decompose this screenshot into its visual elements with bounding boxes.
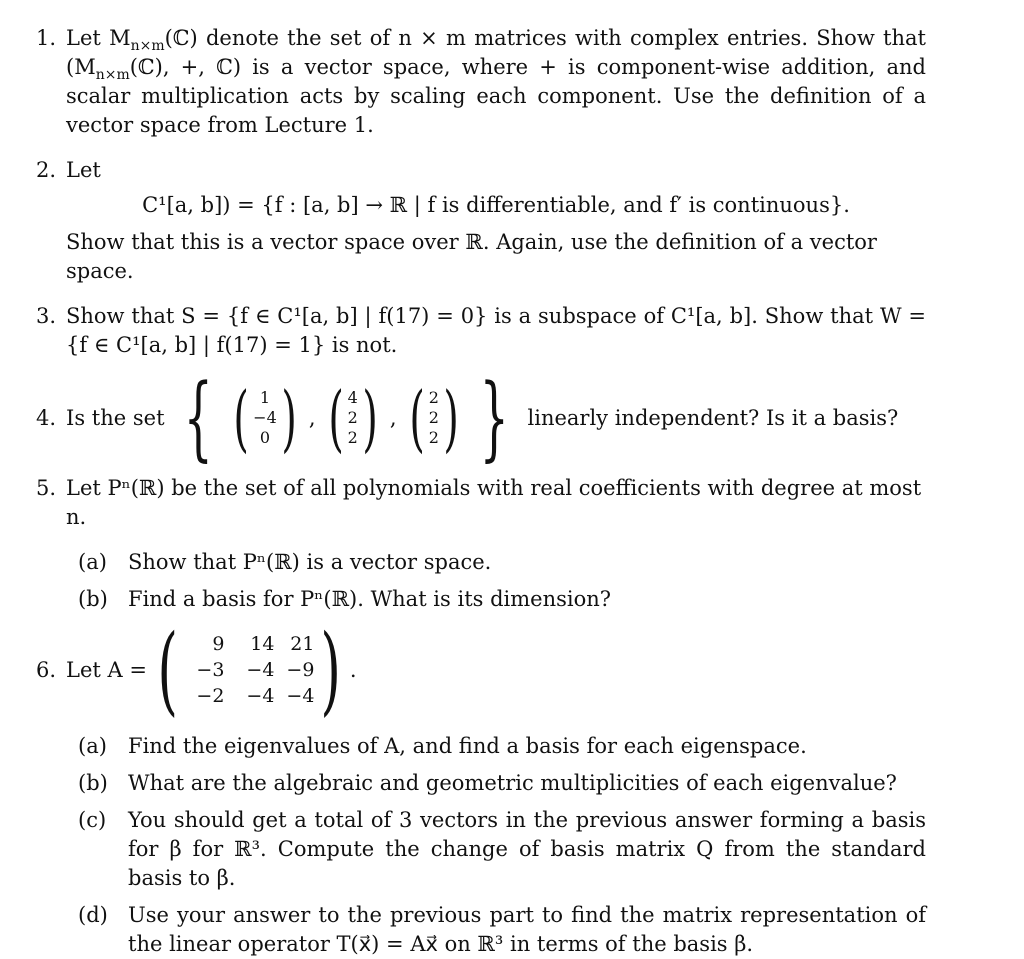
right-paren: ) [443,376,459,460]
subpart-a [78,548,926,577]
problem-number: 5. [36,476,57,500]
vector-entry: 4 [347,388,358,407]
problem-sheet [36,24,926,959]
problem-number: 2. [36,158,57,182]
matrix-entry: −4 [286,685,315,707]
matrix-period: . [349,657,357,682]
left-brace: { [183,364,213,471]
subpart-text: You should get a total of 3 vectors in the previous answer forming a basis for β for ℝ³. Compute the change of basis matrix Q from the standard basis to β. [128,808,926,890]
problem-text: Let $M_{n\times m}(ℂ)$ denote the set of n × m matrices with complex entries. Show that ($M_{n\times m}(ℂ)$, +, ℂ) is a vector space, where + is component-wise addition, and scalar multiplication acts by scaling each component. Use the definition of a vector space from Lecture 1. [66,26,926,137]
right-brace: } [479,364,509,471]
matrix-entry: −3 [196,659,225,681]
subpart-a [78,732,926,761]
right-paren: ) [362,376,378,460]
left-paren: ( [408,376,425,460]
vector-entry: 2 [428,388,439,407]
matrix-entry: −4 [246,685,275,707]
subpart-text: Find the eigenvalues of A, and find a basis for each eigenspace. [128,734,807,758]
problem-number: 1. [36,26,57,50]
problem-question: linearly independent? Is it a basis? [527,405,899,430]
problem-lead: Let [66,158,101,182]
vector-entry: 0 [259,428,271,447]
right-paren: ) [281,376,297,460]
subpart-b [78,769,926,798]
matrix-entry: −4 [246,659,275,681]
problem-lead: Let A = [66,657,147,682]
matrix-a [184,631,314,709]
subpart-b [78,585,926,614]
comma: , [389,405,397,430]
subpart-c [78,806,926,893]
problem-2 [36,156,926,286]
vector-1 [253,388,277,448]
comma: , [308,405,316,430]
vector-3 [429,388,439,448]
problem-text: Let Pⁿ(ℝ) be the set of all polynomials with real coefficients with degree at most n. [66,476,922,529]
problem-number: 3. [36,304,57,328]
vector-entry: 1 [259,388,271,407]
matrix-entry: −9 [286,659,315,681]
subpart-label: (b) [78,587,108,611]
problem-text: Show that this is a vector space over ℝ. Again, use the definition of a vector space. [66,230,877,283]
vector-entry: −4 [253,408,277,427]
subpart-text: Find a basis for Pⁿ(ℝ). What is its dimension? [128,587,612,611]
matrix-entry: 14 [250,633,275,655]
subpart-label: (a) [78,734,107,758]
matrix-entry: 9 [212,633,225,655]
left-paren: ( [233,376,249,460]
matrix-entry: 21 [290,633,315,655]
matrix-entry: −2 [196,685,225,707]
problem-number: 4. [36,405,57,430]
vector-entry: 2 [428,408,439,427]
problem-lead: Is the set [66,405,165,430]
vector-entry: 2 [347,428,358,447]
problem-5 [36,474,926,614]
subpart-label: (a) [78,550,107,574]
left-paren: ( [327,376,344,460]
problem-number: 6. [36,657,57,682]
problem-text: Show that S = {f ∈ C¹[a, b] | f(17) = 0} is a subspace of C¹[a, b]. Show that W = {f ∈ C¹[a, b] | f(17) = 1} is not. [66,304,926,357]
problem-3 [36,302,926,360]
problem-1 [36,24,926,140]
right-paren: ) [320,614,342,726]
problem-4 [36,364,926,471]
subpart-text: Show that Pⁿ(ℝ) is a vector space. [128,550,492,574]
subpart-text: Use your answer to the previous part to find the matrix representation of the linear operator T(x⃗) = Ax⃗ on ℝ³ in terms of the basis β. [128,903,926,956]
display-equation: C¹[a, b]) = {f : [a, b] → ℝ | f is differentiable, and f′ is continuous}. [142,193,850,217]
subpart-label: (b) [78,771,108,795]
subpart-label: (d) [78,903,108,927]
problem-6 [36,614,926,959]
left-paren: ( [157,614,179,726]
vector-2 [348,388,358,448]
subpart-label: (c) [78,808,107,832]
vector-entry: 2 [347,408,358,427]
subpart-d [78,901,926,959]
subpart-text: What are the algebraic and geometric multiplicities of each eigenvalue? [128,771,897,795]
vector-entry: 2 [428,428,439,447]
